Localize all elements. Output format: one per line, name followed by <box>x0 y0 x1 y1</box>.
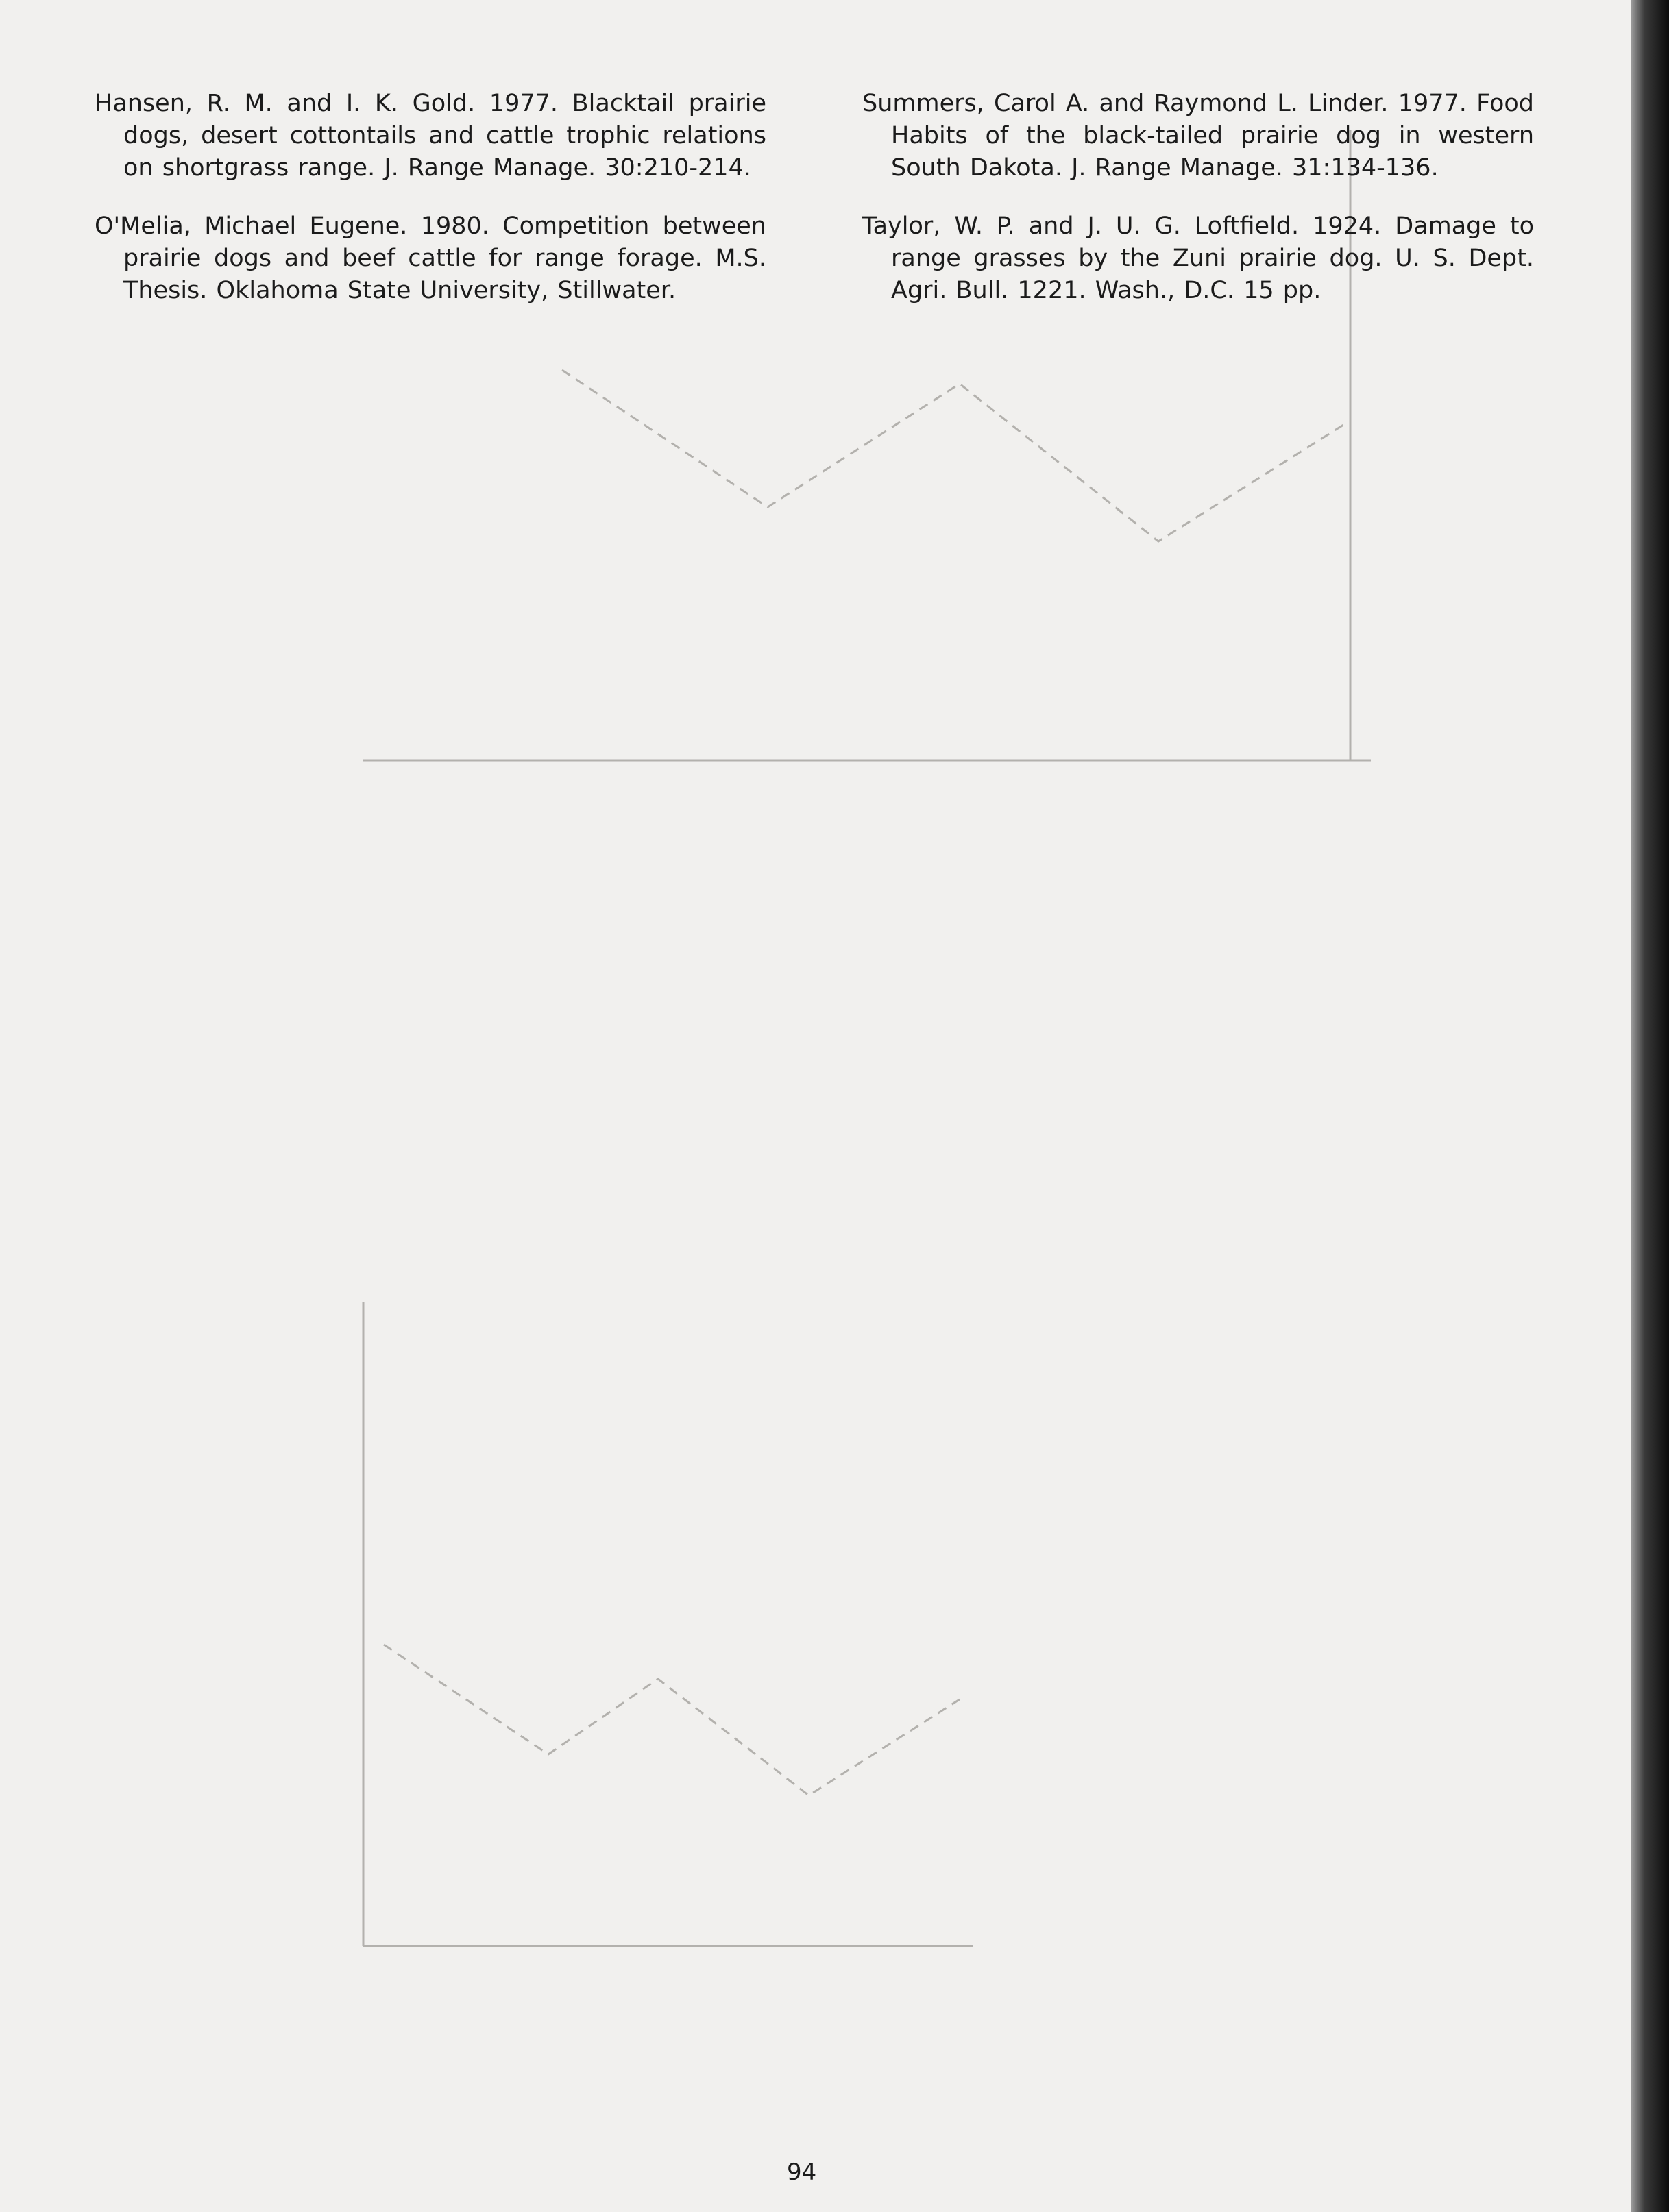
reference-entry: Hansen, R. M. and I. K. Gold. 1977. Blacktail prairie dogs, desert cottontails and cattle trophic relations on shortgrass range. J. Range Manage. 30:210-214. <box>95 90 766 182</box>
scan-edge <box>1631 0 1669 2212</box>
reference-entry: Taylor, W. P. and J. U. G. Loftfield. 1924. Damage to range grasses by the Zuni prairie dog. U. S. Dept. Agri. Bull. 1221. Wash., D.C. 15 pp. <box>862 212 1534 304</box>
reference-entry: Summers, Carol A. and Raymond L. Linder. 1977. Food Habits of the black-tailed prairie dog in western South Dakota. J. Range Manage. 31:134-136. <box>862 90 1534 182</box>
references-column-right <box>862 88 1534 333</box>
reference-entry: O'Melia, Michael Eugene. 1980. Competition between prairie dogs and beef cattle for range forage. M.S. Thesis. Oklahoma State University, Stillwater. <box>95 212 766 304</box>
page-number: 94 <box>787 2159 817 2186</box>
references-column-left <box>95 88 766 333</box>
